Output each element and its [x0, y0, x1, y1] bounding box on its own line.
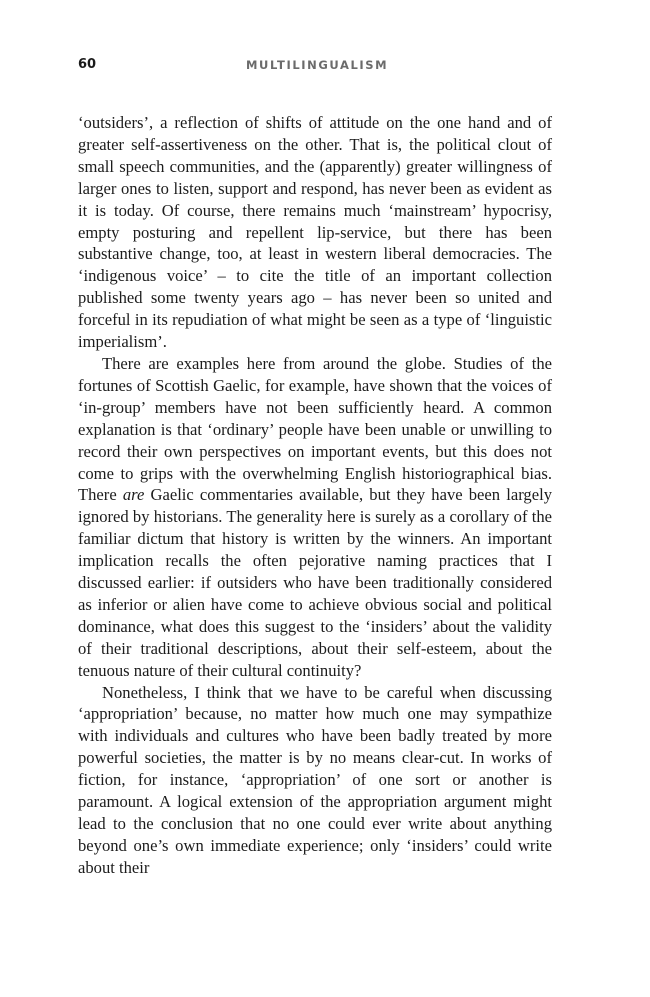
paragraph-2-part-1: There are examples here from around the globe. Studies of the fortunes of Scottish Gaelic, for example, have shown that the voices of ‘in-group’ members have not been sufficiently heard. A common explanation is that ‘ordinary’ people have been unable or unwilling to record their own perspectives on important events, but this does not come to grips with the overwhelming English historiographical bias. There	[78, 353, 552, 505]
paragraph-2-part-2: Gaelic commentaries available, but they have been largely ignored by historians. The generality here is surely as a corollary of the familiar dictum that history is written by the winners. An important implication recalls the often pejorative naming practices that I discussed earlier: if outsiders who have been traditionally considered as inferior or alien have come to achieve obvious social and political dominance, what does this suggest to the ‘insiders’ about the validity of their traditional descriptions, about their self-esteem, about the tenuous nature of their cultural continuity?	[78, 485, 552, 680]
paragraph-3: Nonetheless, I think that we have to be careful when discussing ‘appropriation’ because, no matter how much one may sympathize with individuals and cultures who have been badly treated by more powerful societies, the matter is by no means clear-cut. In works of fiction, for instance, ‘appropriation’ of one sort or another is paramount. A logical extension of the appropriation argument might lead to the conclusion that no one could ever write about anything beyond one’s own immediate experience; only ‘insiders’ could write about their	[78, 682, 552, 877]
paragraph-2	[78, 353, 552, 682]
page-number: 60	[78, 57, 97, 72]
emphasis-are: are	[122, 485, 145, 505]
running-title: MULTILINGUALISM	[246, 58, 389, 72]
body-text	[78, 112, 552, 879]
running-head	[78, 57, 552, 77]
paragraph-1: ‘outsiders’, a reflection of shifts of attitude on the one hand and of greater self-assertiveness on the other. That is, the political clout of small speech communities, and the (apparently) greater willingness of larger ones to listen, support and respond, has never been as evident as it is today. Of course, there remains much ‘mainstream’ hypocrisy, empty posturing and repellent lip-service, but there has been substantive change, too, at least in western liberal democracies. The ‘indigenous voice’ – to cite the title of an important collection published some twenty years ago – has never been so united and forceful in its repudiation of what might be seen as a type of ‘linguistic imperialism’.	[78, 113, 552, 352]
